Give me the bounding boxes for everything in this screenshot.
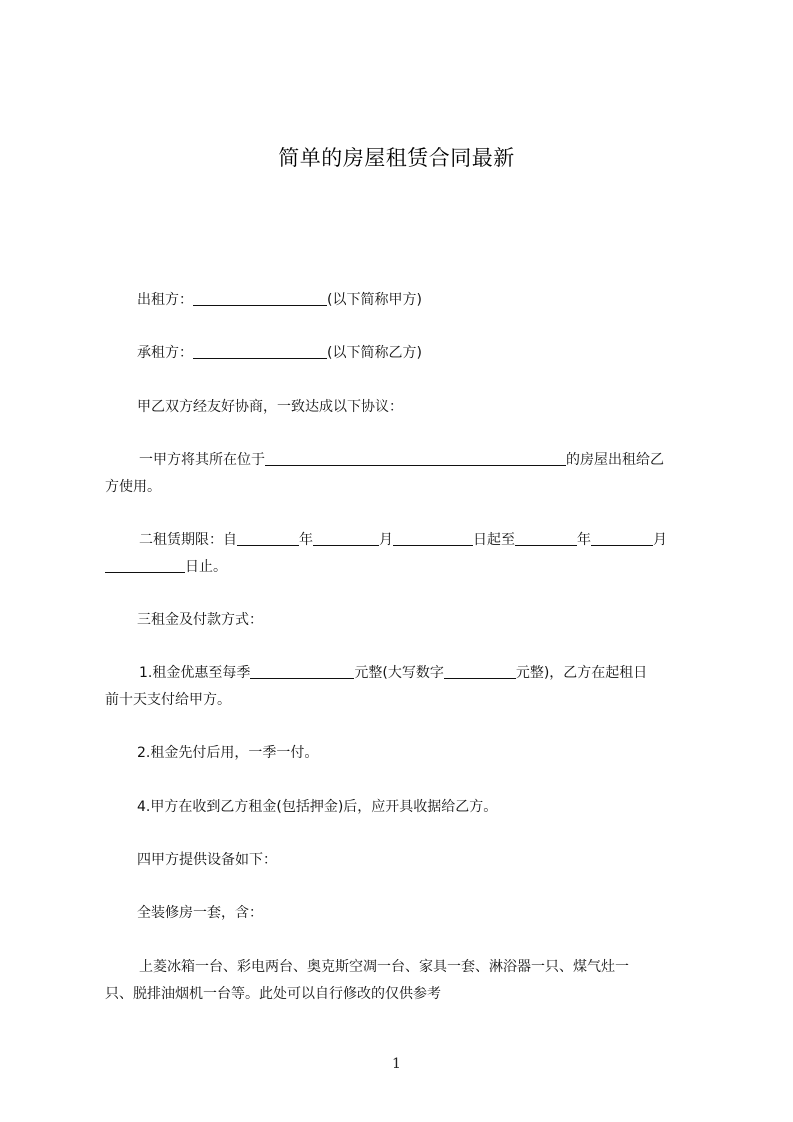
- clause2-year1: 年: [299, 532, 313, 548]
- clause1-prefix: 一甲方将其所在位于: [139, 452, 265, 468]
- lessor-label: 出租方：: [137, 292, 193, 308]
- lessor-line: [105, 287, 705, 314]
- clause3-item4-text: 4.甲方在收到乙方租金(包括押金)后，应开具收据给乙方。: [137, 799, 498, 815]
- clause-4-heading: [105, 847, 705, 874]
- clause-4-items: [105, 954, 705, 1008]
- lessee-blank: [193, 342, 327, 359]
- agreement-intro: [105, 394, 705, 421]
- clause3-item1-prefix: 1.租金优惠至每季: [139, 665, 251, 681]
- start-day-blank: [393, 529, 473, 546]
- clause-2: [105, 527, 705, 581]
- lessor-blank: [193, 289, 327, 306]
- clause3-item1-mid: 元整(大写数字: [354, 665, 444, 681]
- start-year-blank: [237, 529, 299, 546]
- clause4-subheading-text: 全装修房一套，含：: [137, 905, 263, 921]
- clause-4-subheading: [105, 900, 705, 927]
- end-month-blank: [591, 529, 653, 546]
- start-month-blank: [313, 529, 379, 546]
- rent-amount-words-blank: [444, 662, 516, 679]
- page-number: 1: [392, 1056, 401, 1072]
- clause-3-heading: [105, 607, 705, 634]
- clause1-suffix: 的房屋出租给乙: [566, 452, 664, 468]
- clause3-item2-text: 2.租金先付后用，一季一付。: [137, 745, 319, 761]
- clause4-heading-text: 四甲方提供设备如下：: [137, 852, 277, 868]
- clause3-item1-suffix: 元整)，乙方在起租日: [515, 665, 648, 681]
- clause4-items-line2: 只、脱排油烟机一台等。此处可以自行修改的仅供参考: [105, 986, 441, 1002]
- clause2-month2: 月: [653, 532, 667, 548]
- clause-3-item-1: [105, 660, 705, 714]
- clause2-year2: 年: [577, 532, 591, 548]
- clause3-item1-line2: 前十天支付给甲方。: [105, 692, 231, 708]
- clause2-prefix: 二租赁期限：自: [139, 532, 237, 548]
- clause2-month1: 月: [379, 532, 393, 548]
- clause-1: [105, 447, 705, 501]
- lessee-label: 承租方：: [137, 345, 193, 361]
- end-year-blank: [515, 529, 577, 546]
- clause-3-item-4: [105, 794, 705, 821]
- lessor-suffix: (以下简称甲方): [327, 292, 422, 308]
- clause-3-item-2: [105, 740, 705, 767]
- lessee-suffix: (以下简称乙方): [327, 345, 422, 361]
- clause3-heading-text: 三租金及付款方式：: [137, 612, 263, 628]
- clause4-items-line1: 上菱冰箱一台、彩电两台、奥克斯空凋一台、家具一套、淋浴器一只、煤气灶一: [139, 959, 629, 975]
- clause1-line2: 方使用。: [105, 479, 161, 495]
- clause1-address-blank: [265, 449, 566, 466]
- lessee-line: [105, 340, 705, 367]
- clause2-day-from: 日起至: [473, 532, 515, 548]
- rent-amount-blank: [250, 662, 354, 679]
- document-title: 简单的房屋租赁合同最新: [278, 146, 515, 170]
- end-day-blank: [105, 556, 185, 573]
- agreement-intro-text: 甲乙双方经友好协商，一致达成以下协议：: [137, 399, 403, 415]
- clause2-day-end: 日止。: [185, 559, 227, 575]
